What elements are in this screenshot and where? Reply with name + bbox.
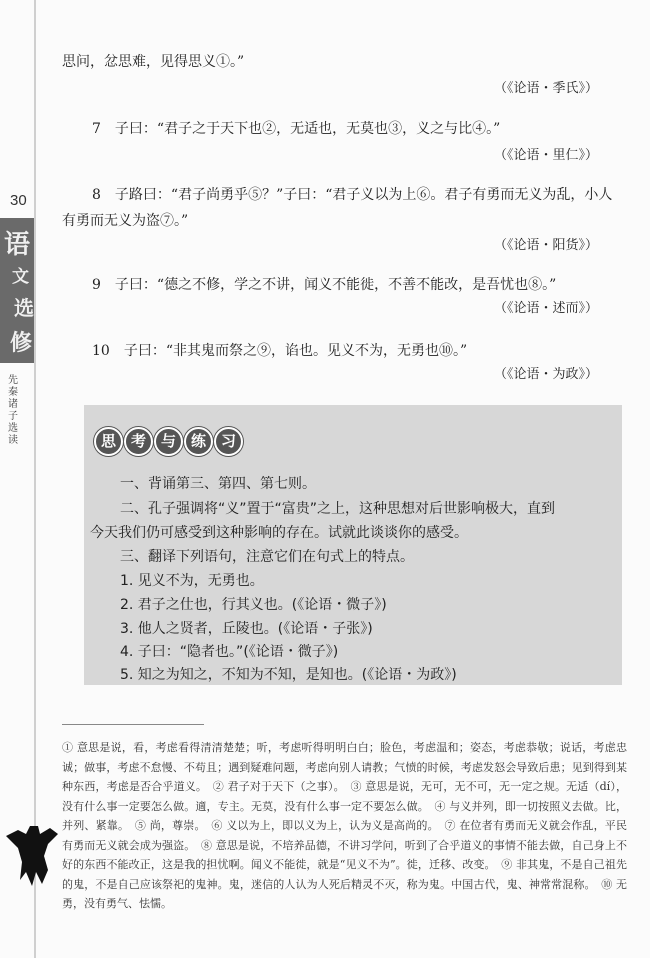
passage-line: 9 子曰：“德之不修，学之不讲，闻义不能徙，不善不能改，是吾忧也⑧。” (92, 277, 557, 293)
section-tab-char: 修 (10, 330, 33, 356)
page-margin-line (34, 0, 36, 958)
exercise-line: 2. 君子之仕也，行其义也。(《论语・微子》) (120, 597, 387, 613)
section-subtitle: 先秦诸子选读 (8, 375, 18, 446)
passage-line: 10 子曰：“非其鬼而祭之⑨，谄也。见义不为，无勇也⑩。” (92, 343, 468, 359)
exercise-title-char: 练 (184, 427, 213, 456)
section-tab-char: 文 (12, 267, 29, 287)
page-number: 30 (10, 192, 27, 209)
exercise-title-char: 考 (124, 427, 153, 456)
footnotes: ① 意思是说，看，考虑看得清清楚楚；听，考虑听得明明白白；脸色，考虑温和；姿态，考虑恭敬；说话，考虑忠诚；做事，考虑不怠慢、不苟且；遇到疑难问题，考虑向别人请教；气愤的时候，考虑发怒会导致后患；见到得到某种东西，考虑是否合乎道义。 ② 君子对于天下（之事）。 ③ 意思是说，无可，无不可，无一定之规。无适（dí），没有什么事一定要怎么做。適，专主。无莫，没有什么事一定不要怎么做。 ④ 与义并列，即一切按照义去做。比，并列、紧靠。 ⑤ 尚，尊崇。 ⑥ 义以为上，即以义为上，认为义是高尚的。 ⑦ 在位者有勇而无义就会作乱，平民有勇而无义就会成为强盗。 ⑧ 意思是说，不培养品德，不讲习学问，听到了合乎道义的事情不能去做，自己身上不好的东西不能改正，这是我的担忧啊。闻义不能徙，就是“见义不为”。徙，迁移、改变。 ⑨ 非其鬼，不是自己祖先的鬼，不是自己应该祭祀的鬼神。鬼，迷信的人认为人死后精灵不灭，称为鬼。中国古代，鬼、神常常混称。 ⑩ 无勇，没有勇气、怯懦。 (62, 741, 627, 910)
exercise-line: 1. 见义不为，无勇也。 (120, 573, 264, 589)
exercise-line: 二、孔子强调将“义”置于“富贵”之上，这种思想对后世影响极大，直到 (120, 501, 556, 517)
exercise-title-char: 习 (214, 427, 243, 456)
exercise-line: 今天我们仍可感受到这种影响的存在。试就此谈谈你的感受。 (90, 525, 468, 541)
passage-source: （《论语・为政》） (493, 367, 598, 382)
passage-line: 8 子路曰：“君子尚勇乎⑤？”子曰：“君子义以为上⑥。君子有勇而无义为乱，小人 (92, 187, 613, 203)
exercise-title (94, 427, 243, 456)
exercise-title-char: 与 (154, 427, 183, 456)
passage-source: （《论语・季氏》） (493, 81, 598, 96)
passage-line: 思问，忿思难，见得思义①。” (62, 54, 245, 70)
passage-source: （《论语・里仁》） (493, 148, 598, 163)
section-tab-char: 语 (4, 230, 31, 260)
passage-line: 有勇而无义为盗⑦。” (62, 213, 189, 229)
exercise-title-char: 思 (94, 427, 123, 456)
exercise-line: 三、翻译下列语句，注意它们在句式上的特点。 (120, 549, 414, 565)
section-tab (0, 218, 34, 363)
exercise-line: 5. 知之为知之，不知为不知，是知也。(《论语・为政》) (120, 667, 457, 683)
exercise-line: 4. 子曰：“隐者也。”(《论语・微子》) (120, 644, 339, 660)
exercise-box (84, 405, 622, 685)
passage-source: （《论语・阳货》） (493, 238, 598, 253)
exercise-line: 一、背诵第三、第四、第七则。 (120, 476, 316, 492)
passage-line: 7 子曰：“君子之于天下也②，无适也，无莫也③，义之与比④。” (92, 121, 501, 137)
footnote-divider (62, 724, 204, 725)
exercise-line: 3. 他人之贤者，丘陵也。(《论语・子张》) (120, 621, 373, 637)
section-tab-char: 选 (14, 296, 34, 320)
ancient-figure-icon (4, 822, 60, 888)
passage-source: （《论语・述而》） (493, 301, 598, 316)
